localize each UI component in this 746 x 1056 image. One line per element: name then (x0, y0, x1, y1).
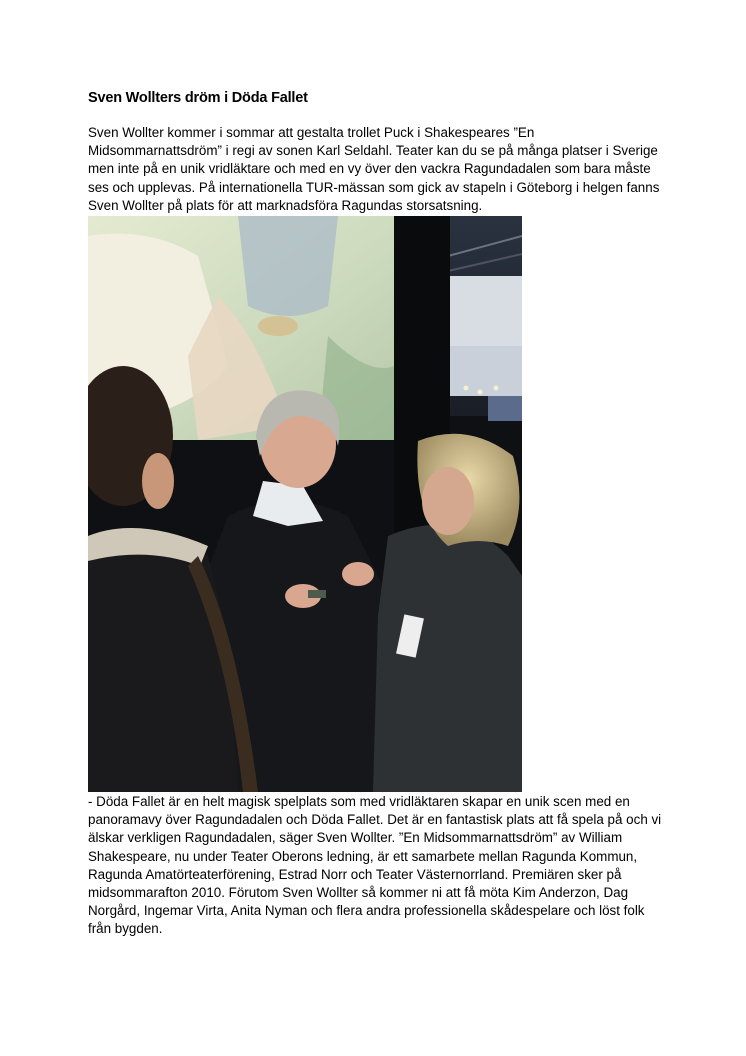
article-title: Sven Wollters dröm i Döda Fallet (88, 90, 308, 106)
article-photo (88, 216, 522, 792)
quote-paragraph: - Döda Fallet är en helt magisk spelplats som med vridläktaren skapar en unik scen med en panoramavy över Ragundadalen och Döda Fallet. Det är en fantastisk plats att få spela på och vi älskar verkligen Ragundadalen, säger Sven Wollter. ”En Midsommarnattsdröm” av William Shakespeare, nu under Teater Oberons ledning, är ett samarbete mellan Ragunda Kommun, Ragunda Amatörteaterförening, Estrad Norr och Teater Västernorrland. Premiären sker på midsommarafton 2010. Förutom Sven Wollter så kommer ni att få möta Kim Anderzon, Dag Norgård, Ingemar Virta, Anita Nyman och flera andra professionella skådespelare och löst folk från bygden. (88, 794, 662, 937)
intro-paragraph: Sven Wollter kommer i sommar att gestalta trollet Puck i Shakespeares ”En Midsommarnattsdröm” i regi av sonen Karl Seldahl. Teater kan du se på många platser i Sverige men inte på en unik vridläktare och med en vy över den vackra Ragundadalen som bara måste ses och upplevas. På internationella TUR-mässan som gick av stapeln i Göteborg i helgen fanns Sven Wollter på plats för att marknadsföra Ragundas storsatsning. (88, 125, 660, 213)
